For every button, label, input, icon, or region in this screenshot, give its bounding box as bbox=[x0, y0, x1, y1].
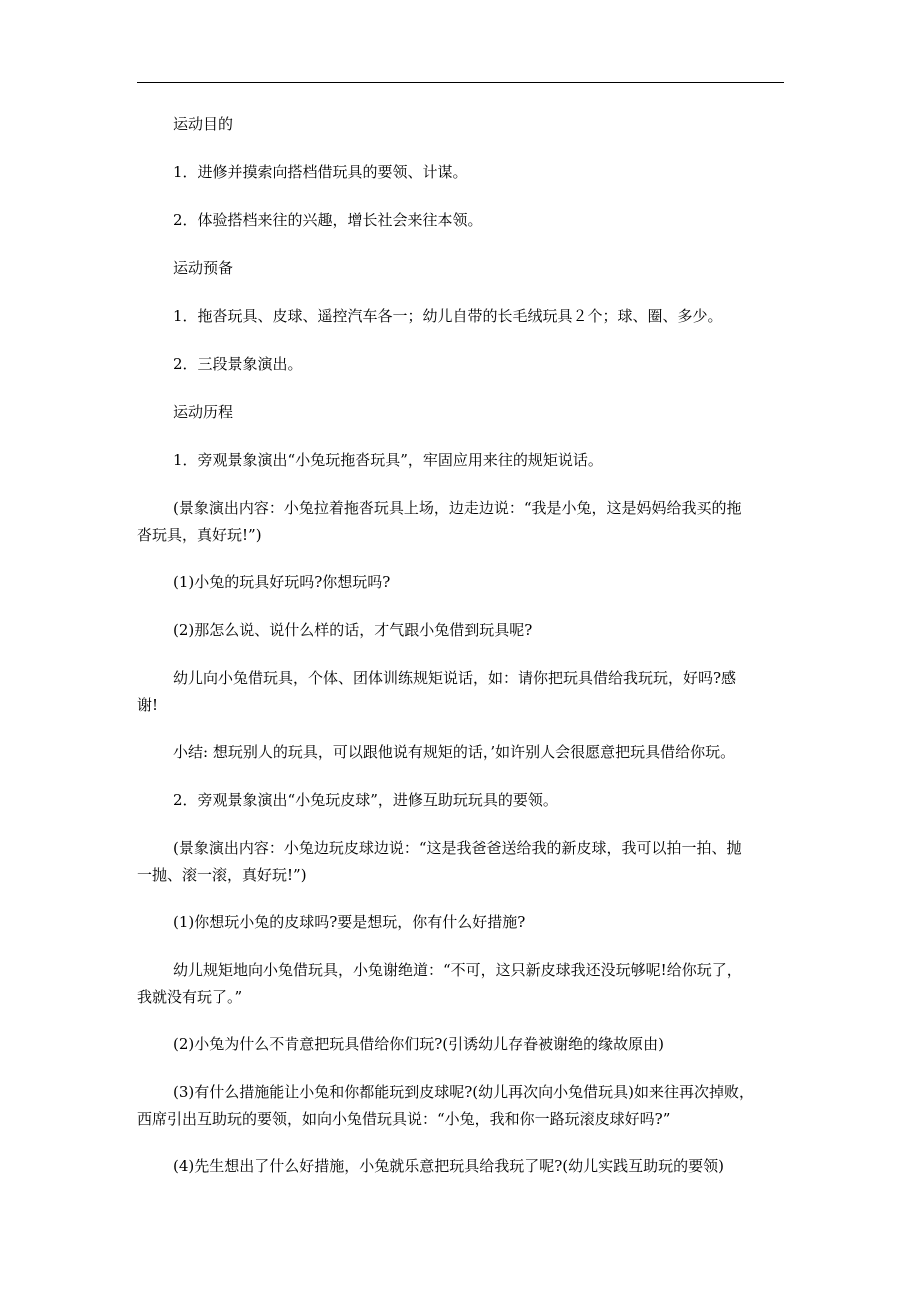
header-rule bbox=[137, 82, 784, 83]
paragraph-line: 幼儿规矩地向小兔借玩具，小兔谢绝道：“不可，这只新皮球我还没玩够呢!给你玩了， bbox=[173, 961, 742, 979]
paragraph-line: (景象演出内容：小兔边玩皮球边说：“这是我爸爸送给我的新皮球，我可以拍一拍、抛 bbox=[173, 839, 742, 857]
heading-activity-goals: 运动目的 bbox=[173, 115, 234, 133]
heading-activity-process: 运动历程 bbox=[173, 403, 234, 421]
summary-paragraph: 小结: 想玩别人的玩具，可以跟他说有规矩的话，’如许别人会很愿意把玩具借给你玩。 bbox=[173, 743, 736, 761]
paragraph-line: 西席引出互助玩的要领，如向小兔借玩具说：“小兔，我和你一路玩滚皮球好吗?” bbox=[137, 1110, 671, 1128]
paragraph: 1．旁观景象演出“小兔玩拖沓玩具”，牢固应用来往的规矩说话。 bbox=[173, 451, 603, 469]
paragraph: 1．拖沓玩具、皮球、遥控汽车各一；幼儿自带的长毛绒玩具２个；球、圈、多少。 bbox=[173, 307, 723, 325]
paragraph: 2．体验搭档来往的兴趣，增长社会来往本领。 bbox=[173, 211, 483, 229]
paragraph: 2．三段景象演出。 bbox=[173, 355, 303, 373]
heading-activity-preparation: 运动预备 bbox=[173, 259, 234, 277]
paragraph: (2)那怎么说、说什么样的话，才气跟小兔借到玩具呢? bbox=[173, 621, 533, 639]
paragraph-line: 我就没有玩了。” bbox=[137, 988, 243, 1006]
paragraph-line: (景象演出内容：小兔拉着拖沓玩具上场，边走边说：“我是小兔，这是妈妈给我买的拖 bbox=[173, 499, 742, 517]
paragraph: (2)小兔为什么不肯意把玩具借给你们玩?(引诱幼儿存眷被谢绝的缘故原由) bbox=[173, 1035, 664, 1053]
paragraph-line: 谢! bbox=[137, 696, 159, 714]
paragraph-line: 幼儿向小兔借玩具，个体、团体训练规矩说话，如：请你把玩具借给我玩玩，好吗?感 bbox=[173, 669, 737, 687]
paragraph-line: 沓玩具，真好玩!”) bbox=[137, 526, 262, 544]
paragraph: (4)先生想出了什么好措施，小兔就乐意把玩具给我玩了呢?(幼儿实践互助玩的要领) bbox=[173, 1157, 724, 1175]
paragraph-line: (3)有什么措施能让小兔和你都能玩到皮球呢?(幼儿再次向小兔借玩具)如来往再次掉败， bbox=[173, 1083, 754, 1101]
paragraph: 1．进修并摸索向搭档借玩具的要领、计谋。 bbox=[173, 163, 468, 181]
paragraph: 2．旁观景象演出“小兔玩皮球”，进修互助玩玩具的要领。 bbox=[173, 791, 558, 809]
paragraph: (1)你想玩小兔的皮球吗?要是想玩，你有什么好措施? bbox=[173, 913, 526, 931]
paragraph: (1)小兔的玩具好玩吗?你想玩吗? bbox=[173, 573, 391, 591]
paragraph-line: 一抛、滚一滚，真好玩!”) bbox=[137, 866, 307, 884]
